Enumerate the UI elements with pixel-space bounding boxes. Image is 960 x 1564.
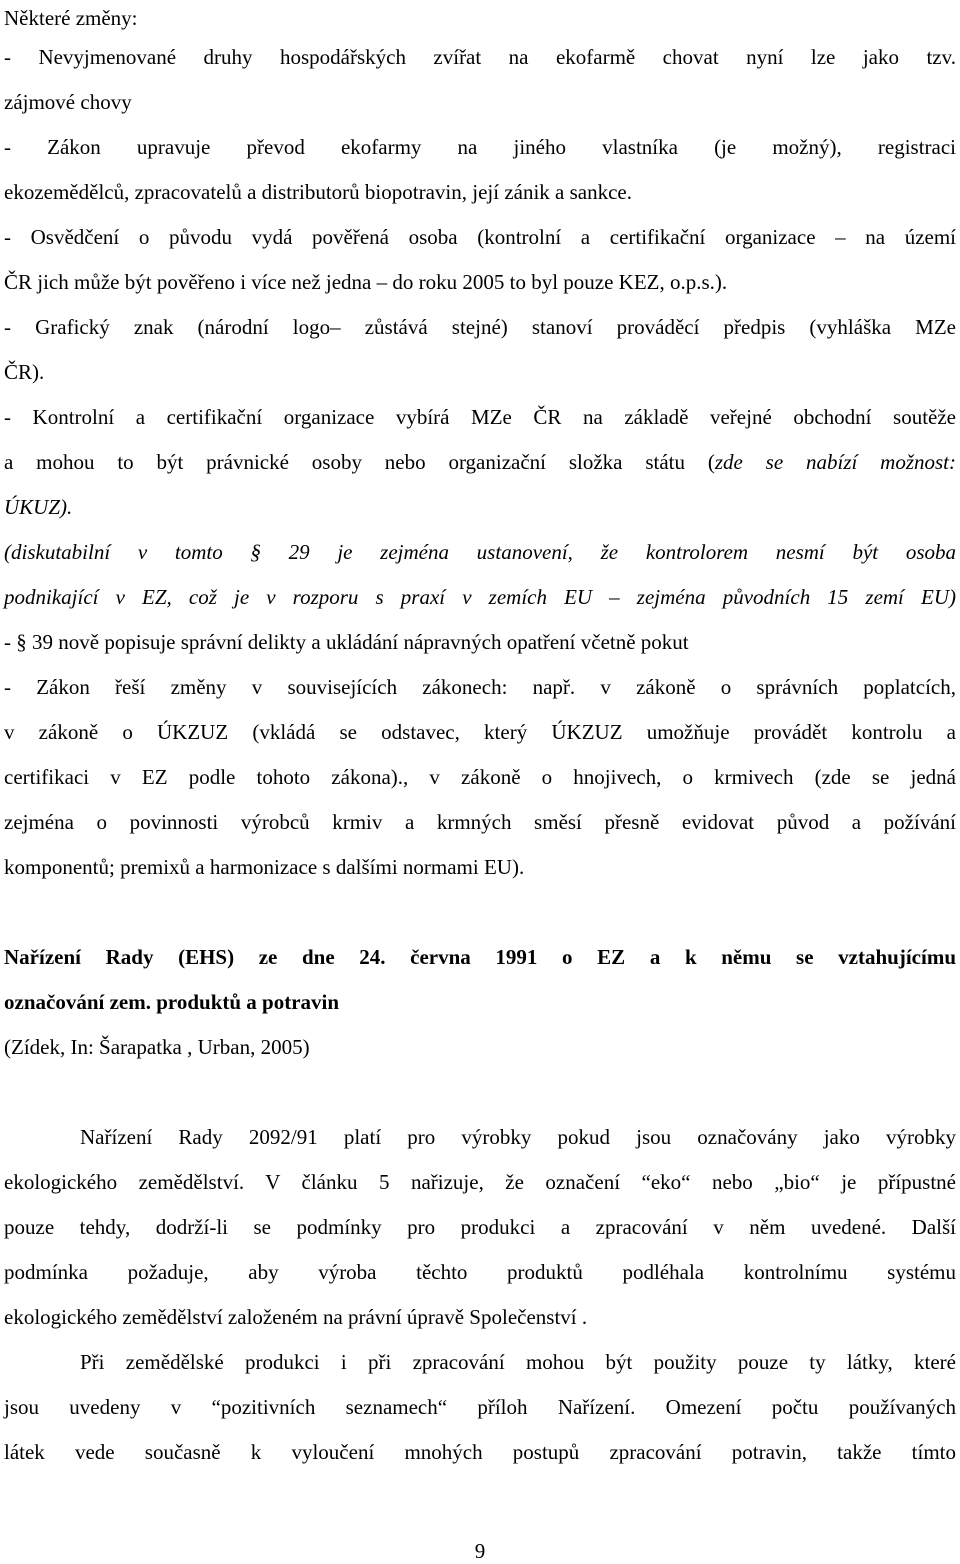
change-line: ÚKUZ). bbox=[4, 495, 73, 519]
change-line: v zákoně o ÚKZUZ (vkládá se odstavec, který ÚKZUZ umožňuje provádět kontrolu a bbox=[4, 720, 956, 744]
change-line: certifikaci v EZ podle tohoto zákona)., v zákoně o hnojivech, o krmivech (zde se jedná bbox=[4, 765, 956, 789]
regulation-source: (Zídek, In: Šarapatka , Urban, 2005) bbox=[4, 1035, 310, 1059]
change-line: - Zákon upravuje převod ekofarmy na jiného vlastníka (je možný), registraci bbox=[4, 135, 956, 159]
change-line: ČR). bbox=[4, 360, 45, 384]
change-line: - Grafický znak (národní logo– zůstává stejné) stanoví prováděcí předpis (vyhláška MZe bbox=[4, 315, 956, 339]
change-line: zejména o povinnosti výrobců krmiv a krmných směsí přesně evidovat původ a požívání bbox=[4, 810, 956, 834]
body-line: látek vede současně k vyloučení mnohých postupů zpracování potravin, takže tímto bbox=[4, 1440, 956, 1464]
change-line: - Nevyjmenované druhy hospodářských zvířat na ekofarmě chovat nyní lze jako tzv. bbox=[4, 45, 956, 69]
change-line bbox=[4, 449, 956, 475]
change-line: - § 39 nově popisuje správní delikty a ukládání nápravných opatření včetně pokut bbox=[4, 630, 689, 654]
change-line: ekozemědělců, zpracovatelů a distributorů biopotravin, její zánik a sankce. bbox=[4, 180, 633, 204]
change-line: (diskutabilní v tomto § 29 je zejména ustanovení, že kontrolorem nesmí být osoba bbox=[4, 540, 956, 564]
regulation-title: Nařízení Rady (EHS) ze dne 24. června 1991 o EZ a k němu se vztahujícímu bbox=[4, 945, 956, 969]
regulation-title: označování zem. produktů a potravin bbox=[4, 990, 340, 1014]
change-line: ČR jich může být pověřeno i více než jedna – do roku 2005 to byl pouze KEZ, o.p.s.). bbox=[4, 270, 728, 294]
body-line: pouze tehdy, dodrží-li se podmínky pro produkci a zpracování v něm uvedené. Další bbox=[4, 1215, 956, 1239]
section-heading: Některé změny: bbox=[4, 6, 138, 30]
change-line: - Zákon řeší změny v souvisejících zákonech: např. v zákoně o správních poplatcích, bbox=[4, 675, 956, 699]
change-line: zájmové chovy bbox=[4, 90, 132, 114]
body-line: podmínka požaduje, aby výroba těchto produktů podléhala kontrolnímu systému bbox=[4, 1260, 956, 1284]
body-line: ekologického zemědělství. V článku 5 nařizuje, že označení “eko“ nebo „bio“ je přípustné bbox=[4, 1170, 956, 1194]
body-line: Při zemědělské produkci i při zpracování mohou být použity pouze ty látky, které bbox=[80, 1350, 956, 1374]
body-line: Nařízení Rady 2092/91 platí pro výrobky pokud jsou označovány jako výrobky bbox=[80, 1125, 956, 1149]
change-line: - Osvědčení o původu vydá pověřená osoba (kontrolní a certifikační organizace – na území bbox=[4, 225, 956, 249]
body-line: ekologického zemědělství založeném na právní úpravě Společenství . bbox=[4, 1305, 588, 1329]
change-line: komponentů; premixů a harmonizace s dalšími normami EU). bbox=[4, 855, 525, 879]
change-text-italic: zde se nabízí možnost: bbox=[714, 450, 956, 474]
change-line: - Kontrolní a certifikační organizace vybírá MZe ČR na základě veřejné obchodní soutěže bbox=[4, 405, 956, 429]
change-line: podnikající v EZ, což je v rozporu s praxí v zemích EU – zejména původních 15 zemí EU) bbox=[4, 585, 956, 609]
body-line: jsou uvedeny v “pozitivních seznamech“ příloh Nařízení. Omezení počtu používaných bbox=[4, 1395, 956, 1419]
change-text: a mohou to být právnické osoby nebo organizační složka státu ( bbox=[4, 450, 715, 474]
page-number: 9 bbox=[474, 1539, 486, 1563]
